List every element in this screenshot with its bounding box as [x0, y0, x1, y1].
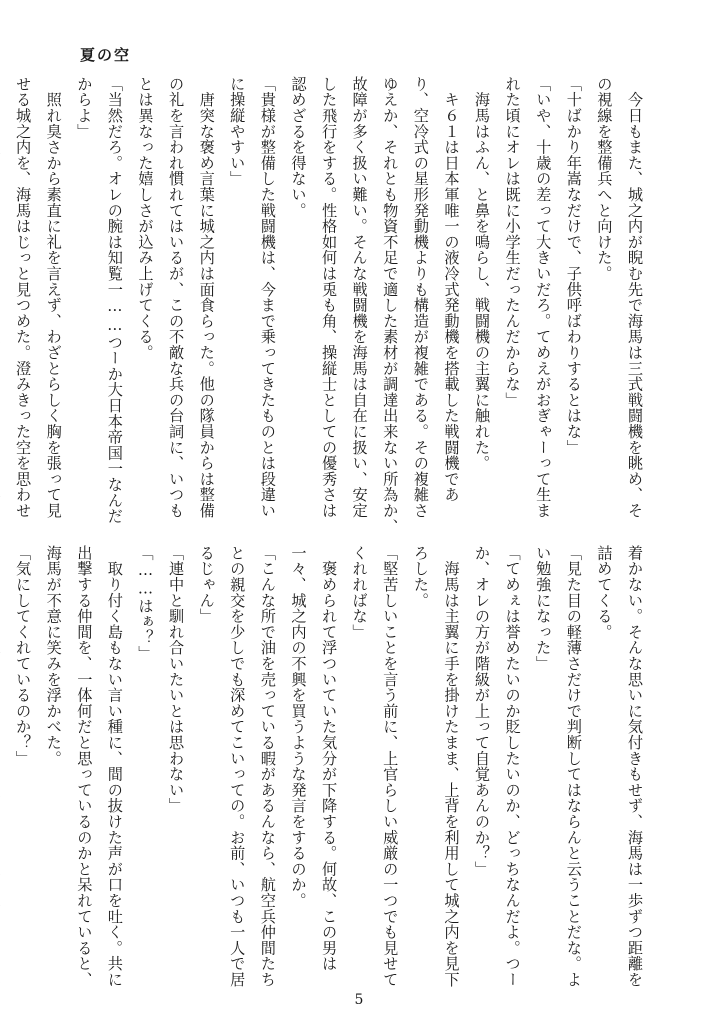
text-line: の礼を言われ慣れてはいるが、この不敵な兵の台詞に、いつも [167, 76, 186, 519]
running-title: 夏の空 [80, 46, 132, 64]
text-line: の視線を整備兵へと向けた。 [595, 76, 614, 282]
text-line: か、オレの方が階級が上って自覚あんのか？」 [473, 545, 492, 877]
text-line: 一々、城之内の不興を買うような発言をするのか。 [289, 545, 308, 909]
text-line: せる城之内を、海馬はじっと見つめた。澄みきった空を思わせ [14, 76, 33, 519]
text-line: 「堅苦しいことを言う前に、上官らしい威厳の一つでも見せて [381, 545, 400, 988]
text-line: 詰めてくる。 [595, 545, 614, 640]
text-line: からよ」 [75, 76, 94, 140]
text-line: 着かない。そんな思いに気付きもせず、海馬は一歩ずつ距離を [626, 545, 644, 988]
text-line: 「見た目の軽薄さだけで判断してはならんと云うことだな。よ [564, 545, 583, 988]
text-line: ゆえか、それとも物資不足で適した素材が調達出来ない所為か、 [381, 76, 400, 535]
text-line: 「気にしてくれているのか？」 [14, 545, 33, 767]
page-number: 5 [354, 992, 364, 1008]
text-line [0, 76, 8, 516]
text-line: 「貴様が整備した戦闘機は、今まで乗ってきたものとは段違い [258, 76, 277, 519]
text-line: 海馬は主翼に手を掛けたまま、上背を利用して城之内を見下 [442, 545, 461, 988]
text-line: 海馬はふん、と鼻を鳴らし、戦闘機の主翼に触れた。 [473, 76, 492, 471]
text-line: くれればな」 [350, 545, 369, 640]
text-line: 照れ臭さから素直に礼を言えず、わざとらしく胸を張って見 [44, 76, 63, 519]
text-line: 「てめぇは誉めたいのか貶したいのか、どっちなんだよ。つー [503, 545, 522, 988]
text-line: した飛行をする。性格如何は兎も角、操縦士としての優秀さは [320, 76, 339, 519]
text-line: るじゃん」 [197, 545, 216, 624]
text-line: れた頃にオレは既に小学生だったんだからな」 [503, 76, 522, 408]
text-line: 「こんな所で油を売っている暇があるんなら、航空兵仲間たち [258, 545, 277, 988]
text-line: 「当然だろ。オレの腕は知覧一……つーか大日本帝国一なんだ [105, 76, 124, 524]
text-line [0, 545, 8, 985]
text-line: 出撃する仲間を、一体何だと思っているのかと呆れていると、 [75, 545, 94, 988]
text-line: 「十ばかり年嵩なだけで、子供呼ばわりするとはな」 [564, 76, 583, 456]
text-line: 海馬が不意に笑みを浮かべた。 [44, 545, 63, 767]
text-line: キ６１は日本軍唯一の液冷式発動機を搭載した戦闘機であ [442, 76, 461, 503]
text-line: い勉強になった」 [534, 545, 553, 672]
text-line: 褒められて浮ついていた気分が下降する。何故、この男は [320, 545, 339, 972]
text-line: との親交を少しでも深めてこいっての。お前、いつも一人で居 [228, 545, 247, 988]
text-block-top [14, 76, 650, 535]
text-line: ろした。 [411, 545, 430, 609]
text-line: 故障が多く扱い難い。そんな戦闘機を海馬は自在に扱い、安定 [350, 76, 369, 519]
text-line: り、空冷式の星形発動機よりも構造が複雑である。その複雑さ [411, 76, 430, 519]
text-line: 「いや、十歳の差って大きいだろ。てめえがおぎゃーって生ま [534, 76, 553, 519]
text-line: 今日もまた、城之内が睨む先で海馬は三式戦闘機を眺め、そ [626, 76, 644, 519]
text-line: 「連中と馴れ合いたいとは思わない」 [167, 545, 186, 814]
text-line: とは異なった嬉しさが込み上げてくる。 [136, 76, 155, 361]
text-line: 取り付く島もない言い種に、間の抜けた声が口を吐く。共に [105, 545, 124, 988]
text-line: 「……はぁ？」 [136, 545, 155, 662]
text-line: に操縦やすい」 [228, 76, 247, 187]
text-block-bottom [14, 545, 650, 988]
text-line: 認めざるを得ない。 [289, 76, 308, 219]
text-line: 唐突な褒め言葉に城之内は面食らった。他の隊員からは整備 [197, 76, 216, 519]
